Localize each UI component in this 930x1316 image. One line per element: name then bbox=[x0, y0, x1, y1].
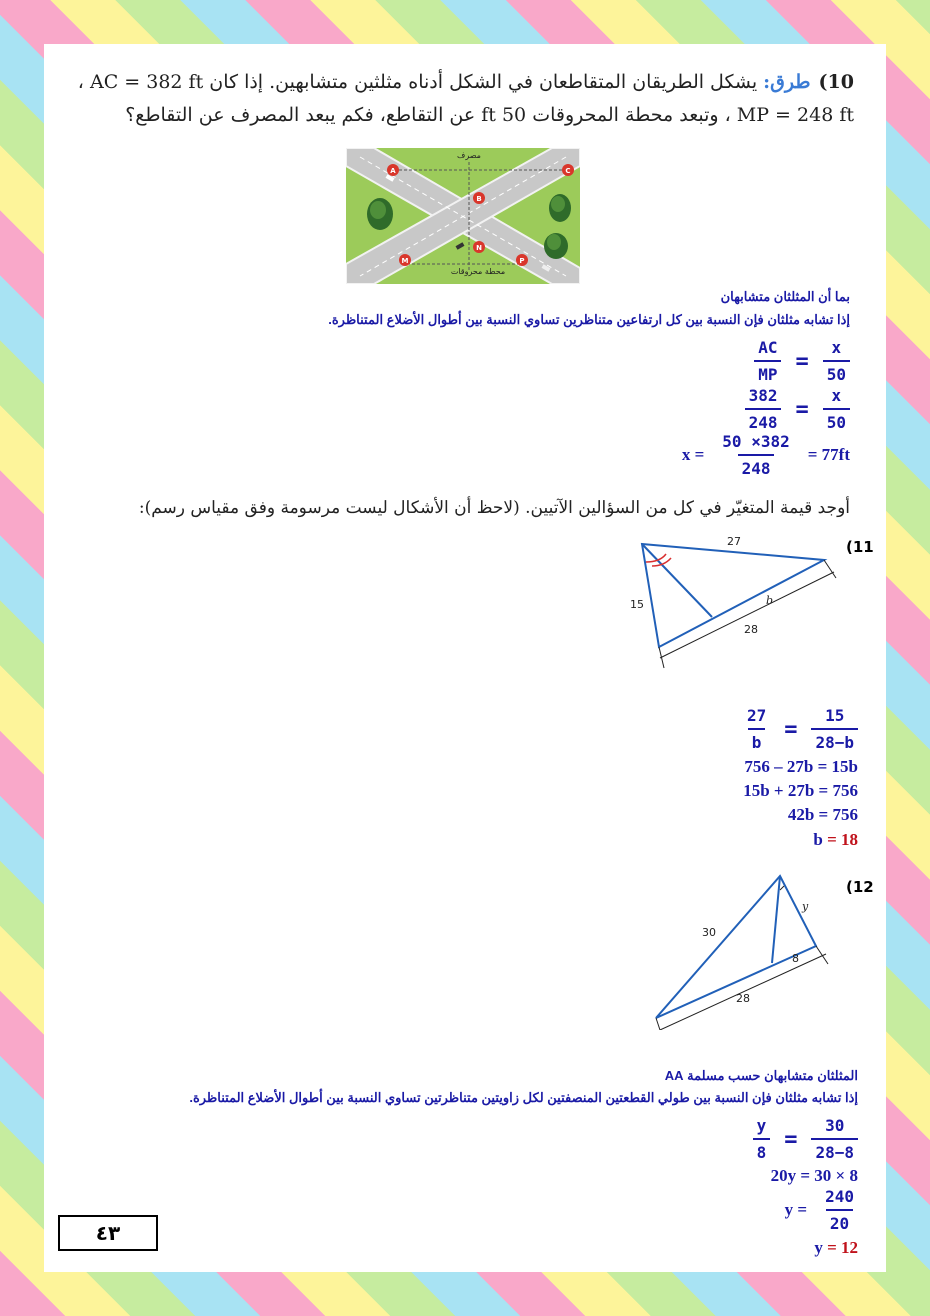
fraction-numerator: 30 bbox=[825, 1116, 845, 1135]
station-label: محطة محروقات bbox=[450, 267, 506, 276]
question-number: 10) bbox=[818, 71, 854, 93]
answer-11 bbox=[813, 830, 858, 850]
solution-12-line1: المثلثان متشابهان حسب مسلمة AA bbox=[664, 1068, 858, 1083]
tree-icon bbox=[367, 198, 393, 230]
fraction-denominator: 50 bbox=[823, 408, 850, 432]
point-n-label: N bbox=[476, 244, 482, 252]
instructions-text: أوجد قيمة المتغيّر في كل من السؤالين الآتيين. (لاحظ أن الأشكال ليست مرسومة وفق مقياس رسم): bbox=[138, 498, 850, 518]
solution-12-result bbox=[785, 1187, 858, 1233]
fraction-numerator: 15 bbox=[825, 706, 845, 725]
question-10 bbox=[74, 66, 854, 132]
answer-variable: b bbox=[813, 830, 823, 849]
fraction-numerator: 50 ×382 bbox=[722, 432, 790, 451]
solution-10-result bbox=[682, 432, 850, 478]
point-c-label: C bbox=[565, 167, 571, 175]
label-y: y bbox=[802, 900, 809, 913]
solution-10-line2: إذا تشابه مثلثان فإن النسبة بين كل ارتفاعين متناظرين تساوي النسبة بين أطوال الأضلاع المتناظرة. bbox=[328, 312, 850, 327]
step-12: 20y = 30 × 8 bbox=[770, 1166, 858, 1185]
step-3: 42b = 756 bbox=[787, 805, 858, 824]
step-2: 15b + 27b = 756 bbox=[743, 781, 858, 800]
answer-12 bbox=[814, 1238, 858, 1258]
label-eight: 8 bbox=[792, 952, 799, 965]
bank-label: مصرف bbox=[457, 151, 481, 160]
page-number-box bbox=[58, 1215, 158, 1251]
question-11-number: (11 bbox=[846, 538, 874, 556]
fraction-numerator: 382 bbox=[748, 386, 778, 405]
label-bottom-side: 28 bbox=[744, 623, 758, 636]
answer-value: = 12 bbox=[827, 1238, 858, 1257]
tree-icon bbox=[544, 233, 568, 259]
equals-sign: = bbox=[795, 396, 809, 422]
fraction-denominator: 248 bbox=[738, 454, 775, 478]
proportion-12 bbox=[753, 1116, 858, 1162]
solution-12-line2: إذا تشابه مثلثان فإن النسبة بين طولي القطعتين المنصفتين لكل زاويتين متناظرتين تساوي النسبة بين أطوال الأضلاع المتناظرة. bbox=[189, 1090, 858, 1105]
answer-value: = 77ft bbox=[807, 445, 850, 464]
fraction-numerator: x bbox=[831, 386, 842, 405]
point-a-label: A bbox=[390, 167, 396, 175]
angle-bisector bbox=[772, 876, 780, 963]
proportion-11 bbox=[743, 706, 858, 752]
fraction-numerator: x bbox=[831, 338, 842, 357]
equals-sign: = bbox=[784, 716, 798, 742]
triangle-figure-11 bbox=[604, 532, 876, 688]
equals-sign: = bbox=[784, 1126, 798, 1152]
question-text: يشكل الطريقان المتقاطعان في الشكل أدناه مثلثين متشابهين. إذا كان AC = 382 ft ، bbox=[77, 71, 758, 93]
step-1: 756 – 27b = 15b bbox=[744, 757, 858, 776]
equals-sign: = bbox=[795, 348, 809, 374]
x-prefix: x = bbox=[681, 445, 705, 464]
fraction-denominator: MP bbox=[754, 360, 781, 384]
label-left-side: 30 bbox=[702, 926, 716, 939]
proportion-2 bbox=[745, 386, 850, 432]
fraction-numerator: AC bbox=[758, 338, 778, 357]
proportion-1 bbox=[754, 338, 850, 384]
answer-value: = 18 bbox=[827, 830, 858, 849]
point-b-label: B bbox=[476, 195, 482, 203]
fraction-numerator: 240 bbox=[825, 1187, 854, 1206]
fraction-denominator: 8 bbox=[753, 1138, 771, 1162]
fraction-numerator: y bbox=[756, 1116, 767, 1135]
fraction-numerator: 27 bbox=[746, 706, 767, 725]
roads-map-figure bbox=[346, 148, 580, 284]
tree-icon bbox=[549, 194, 571, 222]
solution-10-line1: بما أن المثلثان متشابهان bbox=[720, 289, 850, 304]
page-number: ٤٣ bbox=[95, 1221, 121, 1245]
fraction-denominator: 50 bbox=[823, 360, 850, 384]
fraction-denominator: 248 bbox=[745, 408, 782, 432]
label-left-side: 15 bbox=[630, 598, 644, 611]
point-p-label: P bbox=[519, 257, 525, 265]
label-top-side: 27 bbox=[727, 535, 741, 548]
fraction-denominator: 28−8 bbox=[811, 1138, 858, 1162]
fraction-denominator: 20 bbox=[826, 1209, 853, 1233]
point-m-label: M bbox=[401, 257, 409, 265]
worksheet-page bbox=[44, 44, 886, 1272]
question-12-number: (12 bbox=[846, 878, 874, 896]
fraction-denominator: 28−b bbox=[811, 728, 858, 752]
question-keyword: طرق: bbox=[763, 71, 811, 93]
fraction-denominator: b bbox=[748, 728, 766, 752]
y-prefix: y = bbox=[784, 1200, 808, 1219]
question-10-line2: MP = 248 ft ، وتبعد محطة المحروقات 50 ft عن التقاطع، فكم يبعد المصرف عن التقاطع؟ bbox=[125, 104, 854, 126]
answer-variable: y bbox=[814, 1238, 823, 1257]
label-b: b bbox=[766, 594, 774, 607]
question-10-line1 bbox=[74, 66, 854, 99]
triangle-figure-12 bbox=[650, 870, 850, 1030]
label-bottom-side: 28 bbox=[736, 992, 750, 1005]
